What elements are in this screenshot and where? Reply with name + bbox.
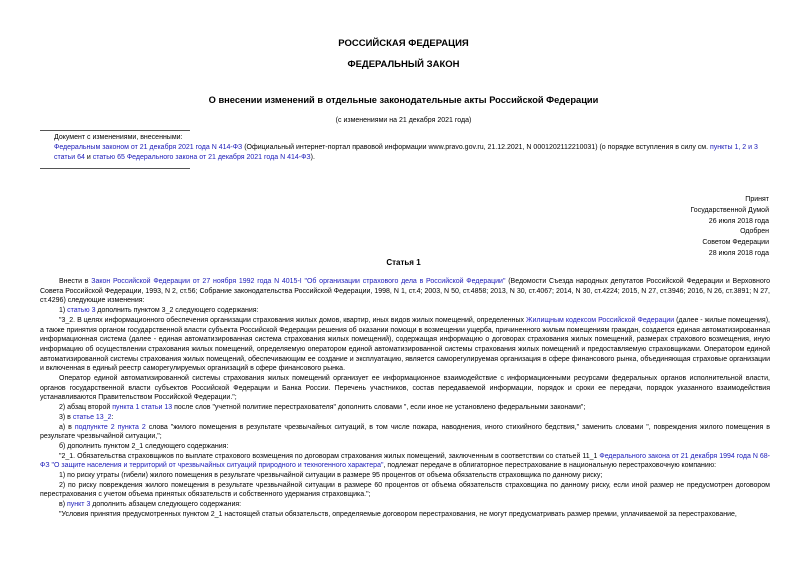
- article-13-2-link[interactable]: статье 13_2: [72, 413, 112, 421]
- article-65-link[interactable]: статью 65 Федерального закона от 21 декабря 2021 года N 414-ФЗ: [92, 154, 311, 161]
- revision-note: (с изменениями на 21 декабря 2021 года): [335, 117, 472, 124]
- insurance-law-link[interactable]: Закон Российской Федерации от 27 ноября 1992 года N 4015-I "Об организации страхового дела в Российской Федерации": [91, 278, 506, 285]
- paragraph: в) пункт 3 дополнить абзацем следующего содержания:: [59, 501, 242, 509]
- housing-code-link[interactable]: Жилищным кодексом Российской Федерации: [526, 316, 675, 324]
- point-3-link[interactable]: пункт 3: [67, 501, 91, 509]
- paragraph: 2) абзац второй пункта 1 статьи 13 после слов "учетной политике перестрахователя" дополнить словами ", если иное не установлено федеральными законами";: [59, 404, 586, 412]
- subparagraph-link[interactable]: подпункте 2 пункта 2: [74, 423, 146, 431]
- adoption-info: Принят Государственной Думой 26 июля 2018 года Одобрен Советом Федерации 28 июля 2018 года: [690, 196, 769, 257]
- paragraph: 1) статью 3 дополнить пунктом 3_2 следующего содержания:: [59, 307, 259, 315]
- amending-law-link[interactable]: Федеральным законом от 21 декабря 2021 года N 414-ФЗ: [54, 144, 243, 151]
- paragraph: "Условия принятия предусмотренных пунктом 2_1 настоящей статьи обязательств, определяемые договором перестрахования, не могут предусматривать размер премии, уплачиваемой за перестрахование,: [59, 510, 737, 518]
- paragraph: 3) в статье 13_2:: [59, 413, 114, 421]
- paragraph: а) в подпункте 2 пункта 2 слова "жилого помещения в результате чрезвычайных ситуаций, в том числе пожара, наводнения, иного стихийного бедствия," заменить словами ", повреждения жилого помещения в результате чрезвычайной ситуации,";: [40, 423, 770, 441]
- article-3-link[interactable]: статью 3: [67, 307, 96, 315]
- federal-law-68-link[interactable]: Федерального закона от 21 декабря 1994 года N 68-ФЗ "О защите населения и территорий от чрезвычайных ситуаций природного и техногенного характера": [40, 452, 770, 470]
- changes-intro: Документ с изменениями, внесенными:: [54, 134, 183, 141]
- paragraph: "3_2. В целях информационного обеспечения организации страхования жилых домов, квартир, иных видов жилых помещений, определенных Жилищным кодексом Российской Федерации (далее - жилые помещения), а также принятия органом государственной власти субъекта Российской Федерации решения об оказании помощи в возмещении ущерба, причиненного жилым помещениям граждан, создается единая автоматизированная информационная система (далее - единая автоматизированная система страхования жилых помещений), содержащая информацию о договорах страхования жилых помещений, размерах страхового возмещения, иную информацию об осуществлении страхования жилых помещений, определяемую оператором единой автоматизированной системы страхования жилых помещений и предоставляемую страховщиками. Оператором единой автоматизированной системы страхования жилых помещений, обеспечивающим ее создание и эксплуатацию, является саморегулируемая организация в сфере финансового рынка, объединяющая страховые организации и включенная в единый реестр саморегулируемых организаций в сфере финансового рынка.: [40, 316, 770, 373]
- document-title: О внесении изменений в отдельные законодательные акты Российской Федерации: [208, 95, 599, 105]
- country-heading: РОССИЙСКАЯ ФЕДЕРАЦИЯ: [338, 38, 469, 49]
- bottom-divider: [40, 168, 190, 169]
- top-divider: [40, 130, 190, 131]
- changes-block: [54, 133, 770, 163]
- article-heading: Статья 1: [386, 258, 421, 267]
- paragraph: 2) по риску повреждения жилого помещения в результате чрезвычайной ситуации в размере 60 процентов от объема обязательств страховщика по данному риску, если иной размер не предусмотрен договором перестрахования с учетом объема принятых обязательств и собственного удержания страховщика.";: [40, 481, 770, 499]
- paragraph: "2_1. Обязательства страховщиков по выплате страхового возмещения по договорам страхования жилых помещений, заключенным в соответствии со статьей 11_1 Федерального закона от 21 декабря 1994 года N 68-ФЗ "О защите населения и территорий от чрезвычайных ситуаций природного и техногенного характера", подлежат передаче в облигаторное перестрахование в национальную перестраховочную компанию:: [40, 452, 770, 470]
- paragraph: б) дополнить пунктом 2_1 следующего содержания:: [59, 442, 229, 450]
- paragraph: 1) по риску утраты (гибели) жилого помещения в результате чрезвычайной ситуации в размере 95 процентов от объема обязательств страховщика по данному риску;: [59, 472, 603, 480]
- articles-link[interactable]: пункты 1, 2 и 3 статьи 64: [54, 144, 758, 161]
- law-type-heading: ФЕДЕРАЛЬНЫЙ ЗАКОН: [347, 59, 460, 70]
- changes-text: Федеральным законом от 21 декабря 2021 года N 414-ФЗ (Официальный интернет-портал правовой информации www.pravo.gov.ru, 21.12.2021, N 0001202112210031) (о порядке вступления в силу см. пункты 1, 2 и 3 статьи 64 и статью 65 Федерального закона от 21 декабря 2021 года N 414-ФЗ).: [54, 144, 758, 161]
- paragraph: Внести в Закон Российской Федерации от 27 ноября 1992 года N 4015-I "Об организации страхового дела в Российской Федерации" (Ведомости Съезда народных депутатов Российской Федерации и Верховного Совета Российской Федерации, 1993, N 2, ст.56; Собрание законодательства Российской Федерации, 1998, N 1, ст.4; 2003, N 50, ст.4858; 2013, N 30, ст.4067; 2014, N 30, ст.4224; 2015, N 27, ст.3946; 2016, N 26, ст.3891; N 27, ст.4296) следующие изменения:: [40, 278, 771, 305]
- article-13-link[interactable]: пункта 1 статьи 13: [112, 404, 173, 412]
- article-body: [40, 277, 770, 520]
- paragraph: Оператор единой автоматизированной системы страхования жилых помещений организует ее информационное взаимодействие с информационными ресурсами федеральных органов исполнительной власти, органов государственной власти субъектов Российской Федерации и Банка России. Перечень участников, состав передаваемой информации, порядок и сроки ее передачи, порядок указанного взаимодействия устанавливаются Правительством Российской Федерации.";: [40, 375, 770, 402]
